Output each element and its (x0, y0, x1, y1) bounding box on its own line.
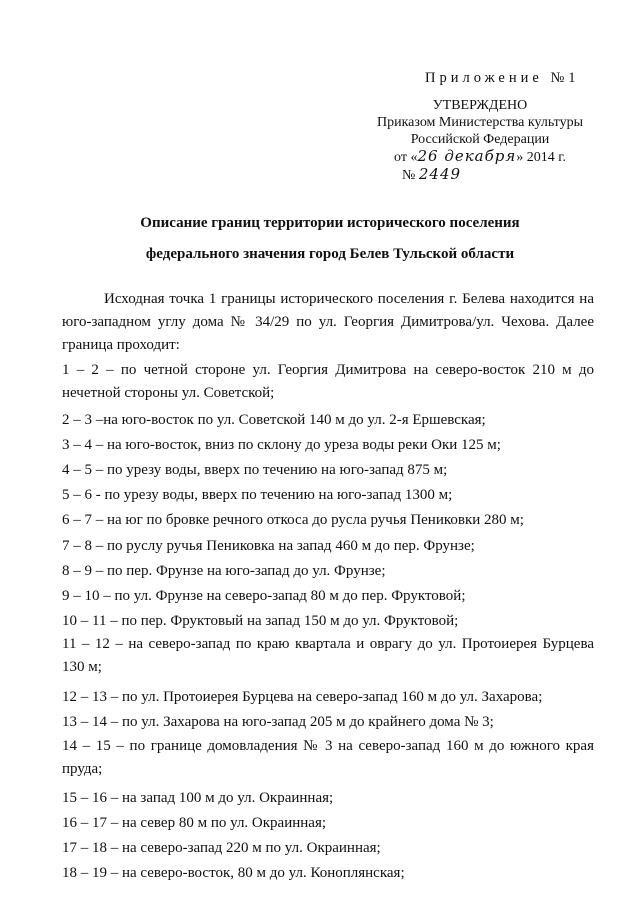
order-line-2: Российской Федерации (410, 132, 550, 147)
segment-8-9: 8 – 9 – по пер. Фрунзе на юго-запад до ул. Фрунзе; (62, 563, 386, 579)
date-prefix: от « (394, 150, 418, 165)
order-number (370, 166, 590, 184)
approved-label: УТВЕРЖДЕНО (432, 98, 528, 113)
appendix-label: Приложение №1 (425, 70, 580, 86)
segment-5-6: 5 – 6 - по урезу воды, вверх по течению на юго-запад 1300 м; (62, 487, 453, 503)
document-title-line-2: федерального значения город Белев Тульской области (145, 246, 515, 262)
segment-9-10: 9 – 10 – по ул. Фрунзе на северо-запад 80 м до пер. Фруктовой; (62, 588, 466, 604)
handwritten-number: 2449 (418, 165, 462, 183)
segment-13-14: 13 – 14 – по ул. Захарова на юго-запад 205 м до крайнего дома № 3; (62, 714, 494, 730)
number-prefix: № (402, 168, 416, 183)
segment-12-13: 12 – 13 – по ул. Протоиерея Бурцева на северо-запад 160 м до ул. Захарова; (62, 689, 543, 705)
segment-6-7: 6 – 7 – на юг по бровке речного откоса до русла ручья Пениковки 280 м; (62, 512, 524, 528)
approval-block (370, 97, 590, 184)
intro-paragraph: Исходная точка 1 границы исторического поселения г. Белева находится на юго-западном углу дома № 34/29 по ул. Георгия Димитрова/ул. Чехова. Далее граница проходит: (62, 291, 594, 353)
segment-3-4: 3 – 4 – на юго-восток, вниз по склону до уреза воды реки Оки 125 м; (62, 437, 501, 453)
segment-2-3: 2 – 3 –на юго-восток по ул. Советской 140 м до ул. 2-я Ершевская; (62, 412, 486, 428)
segment-1-2: 1 – 2 – по четной стороне ул. Георгия Димитрова на северо-восток 210 м до нечетной стороны ул. Советской; (62, 362, 594, 401)
segment-17-18: 17 – 18 – на северо-запад 220 м по ул. Окраинная; (62, 840, 381, 856)
document-title-line-1: Описание границ территории исторического поселения (140, 215, 520, 231)
handwritten-date: 26 декабря (417, 147, 517, 165)
segment-16-17: 16 – 17 – на север 80 м по ул. Окраинная; (62, 815, 327, 831)
segment-10-11: 10 – 11 – по пер. Фруктовый на запад 150 м до ул. Фруктовой; (62, 613, 459, 629)
date-suffix: 2014 г. (526, 150, 566, 165)
segment-7-8: 7 – 8 – по руслу ручья Пениковка на запад 460 м до пер. Фрунзе; (62, 538, 475, 554)
order-line-1: Приказом Министерства культуры (376, 115, 584, 130)
segment-15-16: 15 – 16 – на запад 100 м до ул. Окраинная; (62, 790, 334, 806)
segment-4-5: 4 – 5 – по урезу воды, вверх по течению на юго-запад 875 м; (62, 462, 448, 478)
segment-18-19: 18 – 19 – на северо-восток, 80 м до ул. Коноплянская; (62, 865, 405, 881)
segment-11-12: 11 – 12 – на северо-запад по краю квартала и оврагу до ул. Протоиерея Бурцева 130 м; (62, 636, 594, 675)
segment-14-15: 14 – 15 – по границе домовладения № 3 на северо-запад 160 м до южного края пруда; (62, 738, 594, 777)
order-date: от «26 декабря» 2014 г. (394, 147, 566, 165)
